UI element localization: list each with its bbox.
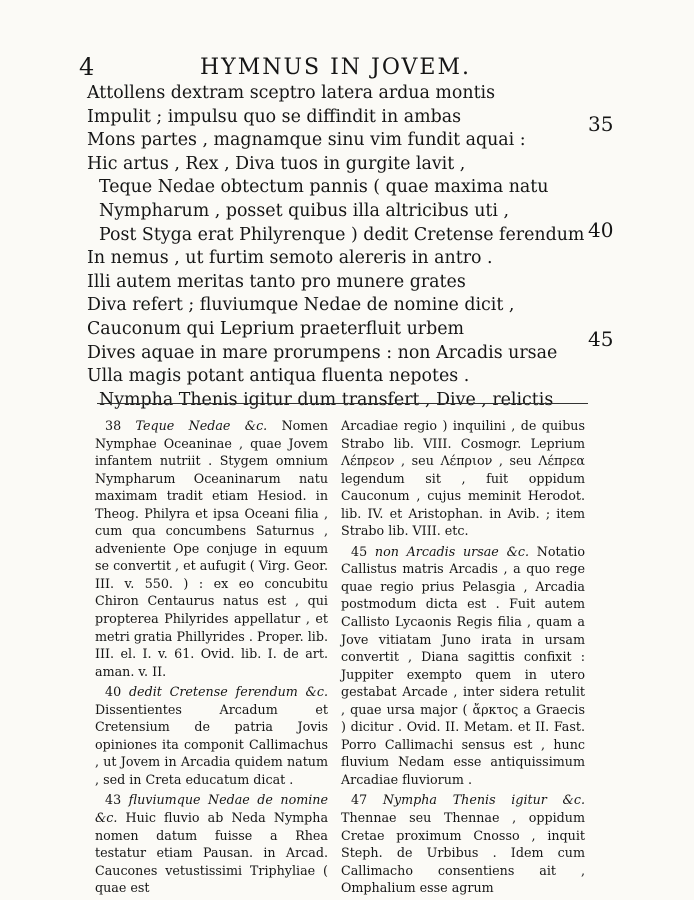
note-text: Nomen Nymphae Oceaninae , quae Jovem infantem nutriit . Stygem omnium Nympharum Oceaninarum natu maximam tradit etiam Hesiod. in Theog. Philyra et ipsa Oceani filia , cum qua concumbens Saturnus , adveniente Ope conjuge in equum se convertit , et aufugit ( Virg. Geor. III. v. 550. ) : ex eo concubitu Chiron Centaurus natus est , qui propterea Philyrides appellatur , et metri gratia Phillyrides . Proper. lib. III. el. I. v. 61. Ovid. lib. I. de art. aman. v. II. — [95, 418, 329, 679]
verse-line: Illi autem meritas tanto pro munere grates — [87, 271, 466, 292]
verse-line: Post Styga erat Philyrenque ) dedit Cretense ferendum — [99, 224, 585, 245]
commentary-note — [95, 791, 328, 896]
note-ref: 45 — [351, 543, 375, 559]
verse-line: Attollens dextram sceptro latera ardua montis — [87, 83, 496, 103]
verse-line: In nemus , ut furtim semoto alereris in antro . — [87, 248, 493, 269]
commentary-note — [95, 417, 328, 680]
note-ref: 38 — [105, 418, 136, 433]
commentary-left-column — [95, 417, 328, 900]
note-lemma: fluviumque Nedae de nomine &c. — [95, 792, 328, 826]
line-number: 45 — [588, 327, 614, 351]
verse-line: Teque Nedae obtectum pannis ( quae maxima natu — [99, 177, 549, 198]
note-lemma: Teque Nedae &c. — [135, 418, 282, 433]
verse-line: Ulla magis potant antiqua fluenta nepotes . — [87, 366, 470, 387]
note-lemma: dedit Cretense ferendum &c. — [128, 684, 328, 700]
verse-line: Impulit ; impulsu quo se diffindit in ambas — [87, 106, 461, 127]
note-ref: 43 — [105, 792, 129, 808]
verse-line: Nympharum , posset quibus illa altricibus uti , — [99, 200, 510, 221]
commentary-note — [95, 683, 328, 788]
commentary-note — [341, 543, 585, 789]
note-ref: 40 — [105, 684, 129, 700]
commentary-right-column — [341, 417, 585, 900]
note-lemma: non Arcadis ursae &c. — [374, 543, 537, 559]
running-title: HYMNUS IN JOVEM. — [200, 55, 471, 80]
verse-line: Hic artus , Rex , Diva tuos in gurgite lavit , — [87, 153, 466, 174]
verse-line: Nympha Thenis igitur dum transfert , Dive , relictis — [99, 389, 554, 410]
line-number: 35 — [588, 112, 614, 136]
line-number: 40 — [588, 218, 614, 242]
footnote-rule — [97, 403, 588, 404]
verse-line: Dives aquae in mare prorumpens : non Arcadis ursae — [87, 342, 558, 363]
poem-text — [87, 82, 607, 412]
commentary-note — [341, 417, 585, 540]
note-text: Thennae seu Thennae , oppidum Cretae proximum Cnosso , inquit Steph. de Urbibus . Idem cum Callimacho consentiens ait , Omphalium esse agrum — [341, 810, 585, 896]
note-text: Huic fluvio ab Neda Nympha nomen datum fuisse a Rhea testatur etiam Pausan. in Arcad. Caucones vetustissimi Triphyliae ( quae est — [95, 810, 329, 896]
verse-line: Mons partes , magnamque sinu vim fundit aquai : — [87, 130, 526, 151]
note-text: Dissentientes Arcadum et Cretensium de patria Jovis opiniones ita componit Callimachus , ut Jovem in Arcadia quidem natum , sed in Creta educatum dicat . — [95, 701, 328, 787]
commentary-note — [341, 791, 585, 896]
note-text: Notatio Callistus matris Arcadis , a quo rege quae regio prius Pelasgia , Arcadia postmodum dicta est . Fuit autem Callisto Lycaonis Regis filia , quam a Jove vitiatam Juno irata in ursam convertit , Diana sagittis confixit : Juppiter exempto quem in utero gestabat Arcade , inter sidera retulit , quae ursa major ( ἄρκτος a Graecis ) dicitur . Ovid. II. Metam. et II. Fast. Porro Callimachi sensus est , hunc fluvium Nedam esse antiquissimum Arcadiae fluviorum . — [341, 543, 585, 787]
page-number: 4 — [79, 53, 95, 81]
note-text: Arcadiae regio ) inquilini , de quibus Strabo lib. VIII. Cosmogr. Leprium Λέπρεον , seu Λέπριον , seu Λέπρεα legendum sit , fuit oppidum Cauconum , cujus meminit Herodot. lib. IV. et Aristophan. in Avib. ; item Strabo lib. VIII. etc. — [341, 418, 585, 539]
verse-line: Diva refert ; fluviumque Nedae de nomine dicit , — [87, 295, 515, 316]
note-lemma: Nympha Thenis igitur &c. — [382, 792, 585, 808]
note-ref: 47 — [351, 792, 383, 808]
verse-line: Cauconum qui Leprium praeterfluit urbem — [87, 318, 464, 339]
